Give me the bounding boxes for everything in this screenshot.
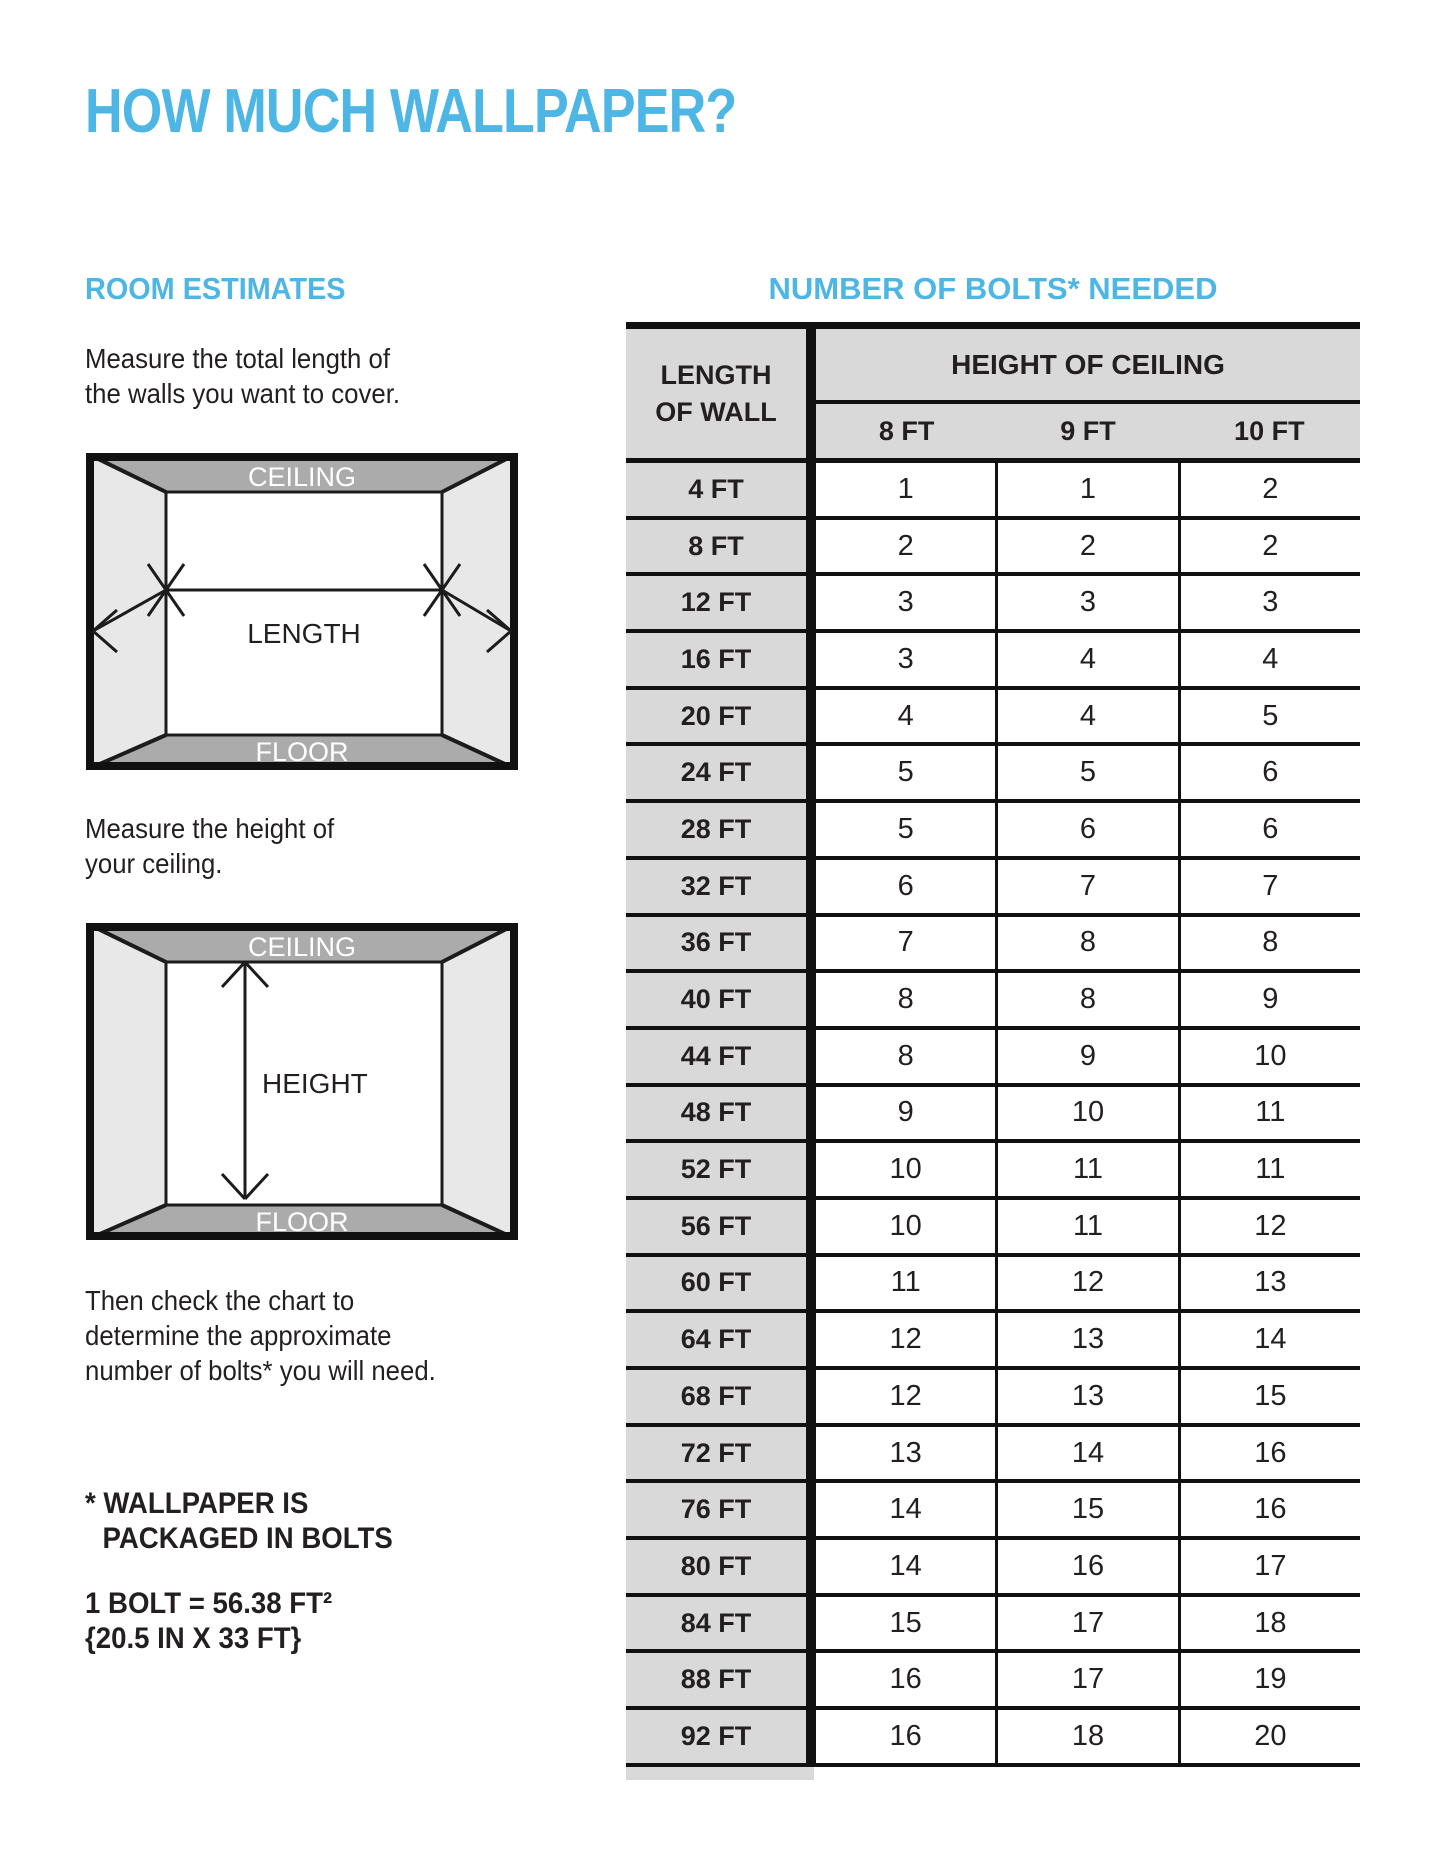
value-cell: 6: [1178, 746, 1360, 799]
value-cell: 4: [1178, 633, 1360, 686]
table-row: [626, 860, 1360, 917]
column-divider: [806, 463, 816, 516]
length-cell: 92 FT: [626, 1710, 806, 1763]
table-row: [626, 1710, 1360, 1767]
length-cell: 40 FT: [626, 973, 806, 1026]
value-cell: 11: [995, 1200, 1177, 1253]
length-of-wall-header: [626, 329, 806, 458]
length-cell: 36 FT: [626, 917, 806, 970]
header-line: LENGTH: [660, 359, 772, 390]
table-row: [626, 973, 1360, 1030]
bolt-dimensions: {20.5 IN X 33 FT}: [85, 1622, 302, 1655]
table-row: [626, 803, 1360, 860]
table-row: [626, 917, 1360, 974]
header-line: OF WALL: [655, 396, 777, 427]
value-cell: 14: [995, 1427, 1177, 1480]
value-cell: 5: [995, 746, 1177, 799]
value-cell: 13: [995, 1313, 1177, 1366]
value-cell: 13: [1178, 1257, 1360, 1310]
ceiling-height-diagram: [86, 923, 518, 1240]
bolts-table: [626, 322, 1360, 1780]
value-cell: 6: [995, 803, 1177, 856]
value-cell: 14: [816, 1540, 995, 1593]
length-cell: 8 FT: [626, 520, 806, 573]
length-cell: 56 FT: [626, 1200, 806, 1253]
ceiling-label: CEILING: [247, 932, 357, 962]
table-row: [626, 690, 1360, 747]
length-cell: 72 FT: [626, 1427, 806, 1480]
length-cell: 68 FT: [626, 1370, 806, 1423]
value-cell: 16: [995, 1540, 1177, 1593]
value-cell: 15: [1178, 1370, 1360, 1423]
column-divider: [806, 1370, 816, 1423]
value-cell: 16: [816, 1653, 995, 1706]
left-wall-shape: [86, 923, 166, 1240]
column-divider: [806, 1483, 816, 1536]
column-divider: [806, 1030, 816, 1083]
paragraph-line: Measure the total length of: [85, 343, 391, 374]
ceiling-height-subheader: [816, 404, 1360, 458]
column-header-9ft: 9 FT: [1060, 415, 1116, 446]
value-cell: 3: [1178, 576, 1360, 629]
room-estimates-heading: ROOM ESTIMATES: [85, 271, 346, 306]
value-cell: 8: [816, 1030, 995, 1083]
paragraph-line: determine the approximate: [85, 1320, 392, 1351]
floor-label: FLOOR: [255, 737, 349, 767]
value-cell: 18: [995, 1710, 1177, 1763]
value-cell: 7: [995, 860, 1177, 913]
value-cell: 11: [816, 1257, 995, 1310]
value-cell: 10: [1178, 1030, 1360, 1083]
table-header: [626, 329, 1360, 463]
value-cell: 17: [995, 1653, 1177, 1706]
value-cell: 3: [995, 576, 1177, 629]
back-wall-shape: [166, 492, 442, 735]
length-label: LENGTH: [247, 618, 361, 649]
value-cell: 2: [1178, 520, 1360, 573]
bolts-footnote: [85, 1486, 393, 1556]
value-cell: 10: [816, 1200, 995, 1253]
table-row: [626, 1483, 1360, 1540]
table-row: [626, 1257, 1360, 1314]
table-row: [626, 1427, 1360, 1484]
value-cell: 12: [816, 1313, 995, 1366]
length-cell: 44 FT: [626, 1030, 806, 1083]
table-top-bar: [626, 322, 1360, 329]
length-cell: 88 FT: [626, 1653, 806, 1706]
table-row: [626, 633, 1360, 690]
paragraph-line: number of bolts* you will need.: [85, 1355, 436, 1386]
value-cell: 11: [1178, 1087, 1360, 1140]
column-divider: [806, 746, 816, 799]
length-cell: 16 FT: [626, 633, 806, 686]
column-divider: [806, 803, 816, 856]
length-cell: 80 FT: [626, 1540, 806, 1593]
table-row: [626, 576, 1360, 633]
value-cell: 13: [816, 1427, 995, 1480]
value-cell: 8: [995, 917, 1177, 970]
value-cell: 2: [816, 520, 995, 573]
paragraph-line: the walls you want to cover.: [85, 378, 401, 409]
table-bottom-gray-tab: [626, 1767, 814, 1780]
value-cell: 12: [995, 1257, 1177, 1310]
value-cell: 7: [816, 917, 995, 970]
column-divider: [806, 1597, 816, 1650]
room-length-diagram: [86, 453, 518, 770]
value-cell: 20: [1178, 1710, 1360, 1763]
value-cell: 9: [816, 1087, 995, 1140]
value-cell: 1: [816, 463, 995, 516]
length-cell: 60 FT: [626, 1257, 806, 1310]
length-cell: 24 FT: [626, 746, 806, 799]
column-divider: [806, 860, 816, 913]
ceiling-label: CEILING: [247, 462, 357, 492]
column-divider: [806, 917, 816, 970]
value-cell: 16: [816, 1710, 995, 1763]
footnote-line: * WALLPAPER IS: [85, 1487, 309, 1520]
value-cell: 5: [1178, 690, 1360, 743]
value-cell: 16: [1178, 1427, 1360, 1480]
value-cell: 9: [995, 1030, 1177, 1083]
value-cell: 12: [1178, 1200, 1360, 1253]
value-cell: 6: [1178, 803, 1360, 856]
value-cell: 1: [995, 463, 1177, 516]
value-cell: 2: [995, 520, 1177, 573]
value-cell: 13: [995, 1370, 1177, 1423]
column-divider: [806, 1087, 816, 1140]
value-cell: 18: [1178, 1597, 1360, 1650]
length-cell: 20 FT: [626, 690, 806, 743]
length-cell: 32 FT: [626, 860, 806, 913]
table-row: [626, 1540, 1360, 1597]
value-cell: 4: [816, 690, 995, 743]
length-cell: 48 FT: [626, 1087, 806, 1140]
table-row: [626, 1597, 1360, 1654]
column-divider: [806, 690, 816, 743]
column-divider: [806, 329, 816, 458]
measure-height-paragraph: [85, 811, 334, 881]
table-row: [626, 746, 1360, 803]
column-divider: [806, 973, 816, 1026]
table-body: [626, 463, 1360, 1767]
length-cell: 76 FT: [626, 1483, 806, 1536]
bolts-table-heading: NUMBER OF BOLTS* NEEDED: [768, 271, 1218, 306]
column-divider: [806, 633, 816, 686]
check-chart-paragraph: [85, 1283, 436, 1388]
table-row: [626, 1313, 1360, 1370]
value-cell: 6: [816, 860, 995, 913]
value-cell: 16: [1178, 1483, 1360, 1536]
length-cell: 84 FT: [626, 1597, 806, 1650]
value-cell: 5: [816, 746, 995, 799]
value-cell: 4: [995, 633, 1177, 686]
value-cell: 9: [1178, 973, 1360, 1026]
right-wall-shape: [442, 923, 518, 1240]
table-row: [626, 1087, 1360, 1144]
column-divider: [806, 1427, 816, 1480]
footnote-line: PACKAGED IN BOLTS: [102, 1522, 393, 1555]
height-of-ceiling-header: [816, 329, 1360, 458]
group-header: HEIGHT OF CEILING: [816, 329, 1360, 404]
column-divider: [806, 1313, 816, 1366]
table-row: [626, 463, 1360, 520]
value-cell: 11: [1178, 1143, 1360, 1196]
page-title: HOW MUCH WALLPAPER?: [85, 77, 737, 146]
value-cell: 14: [816, 1483, 995, 1536]
value-cell: 2: [1178, 463, 1360, 516]
length-cell: 28 FT: [626, 803, 806, 856]
paragraph-line: Measure the height of: [85, 813, 335, 844]
floor-label: FLOOR: [255, 1207, 349, 1237]
table-row: [626, 1653, 1360, 1710]
length-cell: 52 FT: [626, 1143, 806, 1196]
bolt-size-info: [85, 1586, 332, 1656]
paragraph-line: Then check the chart to: [85, 1285, 355, 1316]
column-divider: [806, 1653, 816, 1706]
bolt-equation: 1 BOLT = 56.38 FT²: [85, 1587, 333, 1620]
column-divider: [806, 1200, 816, 1253]
column-divider: [806, 520, 816, 573]
table-row: [626, 1370, 1360, 1427]
column-header-8ft: 8 FT: [878, 415, 935, 446]
value-cell: 17: [1178, 1540, 1360, 1593]
value-cell: 14: [1178, 1313, 1360, 1366]
value-cell: 15: [816, 1597, 995, 1650]
column-divider: [806, 1143, 816, 1196]
length-cell: 4 FT: [626, 463, 806, 516]
column-divider: [806, 1710, 816, 1763]
table-row: [626, 1030, 1360, 1087]
value-cell: 3: [816, 576, 995, 629]
value-cell: 12: [816, 1370, 995, 1423]
value-cell: 10: [995, 1087, 1177, 1140]
column-divider: [806, 1257, 816, 1310]
column-header-10ft: 10 FT: [1234, 415, 1305, 446]
value-cell: 17: [995, 1597, 1177, 1650]
value-cell: 10: [816, 1143, 995, 1196]
value-cell: 8: [995, 973, 1177, 1026]
table-row: [626, 1143, 1360, 1200]
value-cell: 4: [995, 690, 1177, 743]
value-cell: 3: [816, 633, 995, 686]
length-cell: 64 FT: [626, 1313, 806, 1366]
measure-length-paragraph: [85, 341, 400, 411]
column-divider: [806, 1540, 816, 1593]
value-cell: 19: [1178, 1653, 1360, 1706]
height-label: HEIGHT: [262, 1068, 368, 1099]
paragraph-line: your ceiling.: [85, 848, 223, 879]
value-cell: 8: [1178, 917, 1360, 970]
value-cell: 7: [1178, 860, 1360, 913]
value-cell: 5: [816, 803, 995, 856]
value-cell: 15: [995, 1483, 1177, 1536]
table-row: [626, 520, 1360, 577]
value-cell: 8: [816, 973, 995, 1026]
value-cell: 11: [995, 1143, 1177, 1196]
table-row: [626, 1200, 1360, 1257]
column-divider: [806, 576, 816, 629]
length-cell: 12 FT: [626, 576, 806, 629]
